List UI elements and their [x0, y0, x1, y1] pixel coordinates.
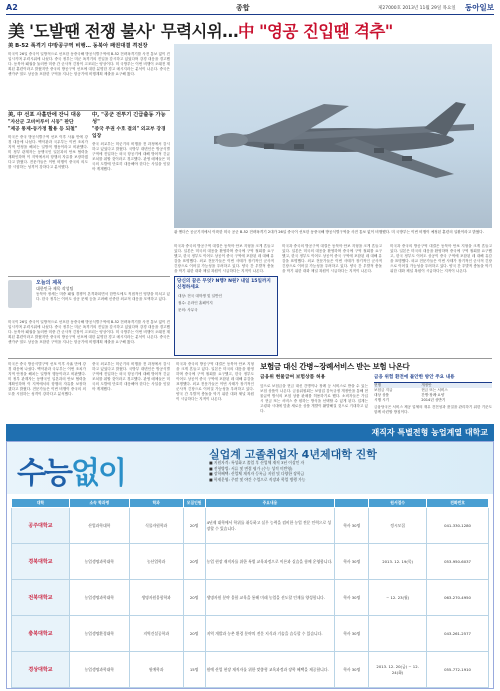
notice-item: 접수: 온라인 홈페이지 [178, 301, 213, 305]
columnist-name: 대한민국 제목 작성팀 [36, 286, 74, 291]
info-table-row: 시행 시기 2014년 상반기 [374, 398, 446, 402]
cell-school: 공주대학교 [12, 508, 70, 544]
ad-title: 실업계 고졸취업자 4년제대학 진학 [209, 448, 377, 461]
lead-byline: 美 B-52 폭격기 中방공구역 비행… 동북아 패권대결 격전장 [8, 43, 148, 49]
table-row [12, 652, 489, 688]
cell-college: 산업과학대학 [69, 508, 129, 544]
lead-body: 미국이 26일 중국이 일방적으로 선포한 동중국해 방공식별구역에 B-52 전략폭격기를 사전 통보 없이 진입시키며 무력시위에 나섰다. 중국 정부는 미군 폭격기의 진입을 감시하고 있었다며 강경 대응을 경고했다. 동북아 패권을 둘러싼 미중 간 군사적 긴장이 고조되는 양상이다. 미 국방부는 이번 비행이 오래전 계획된 훈련이라고 밝혔지만 중국의 방공구역 선포에 대한 분명한 경고 메시지라는 분석이 나온다. 중국은 센카쿠 열도 상공을 포함한 구역을 지나는 항공기에 비행계획 제출을 요구해 왔다. [8, 52, 170, 76]
ad-bullets [209, 460, 489, 482]
table-row [12, 616, 489, 652]
cell-period: 정시모집 [369, 508, 427, 544]
cell-quota: 학사 30명 [335, 616, 369, 652]
cell-dept: 생명자원융합학과 [129, 580, 183, 616]
university-advertisement [6, 441, 494, 689]
sub2-title: 中, "공군 전투기 긴급출동 가능성" [92, 112, 166, 125]
b52-bomber-photo [174, 44, 492, 228]
cell-school: 경상대학교 [12, 652, 70, 688]
cell-count: 15명 [183, 652, 205, 688]
sub2-body: 중국 외교부는 미군기의 비행을 전 과정에서 감시하고 있었다고 밝혔다. 국방부 대변인은 방공식별구역에 진입하는 외국 항공기에 대해 방어적 긴급조치를 취할 것이라고 경고했다. 관영 매체들은 미국의 도발에 단호히 대응해야 한다는 사설을 잇달아 게재했다. [92, 142, 170, 171]
table-row [12, 508, 489, 544]
cell-desc: 농업 현장 재직자를 위한 특별 교육과정으로 이론과 실습을 함께 운영합니다. [205, 544, 335, 580]
bottom-right-title: 금융 위험 환전에 불안한 방안 주요 내용 [374, 375, 455, 380]
columnist-avatar [8, 280, 32, 308]
cell-college: 농업생명과학대학 [69, 652, 129, 688]
sub1-title: 美, 中 선포 사흘만에 잔니 대응 [8, 112, 81, 118]
cell-desc: 원예 산업 현장 재직자를 위한 맞춤형 교육과정과 장학 혜택을 제공합니다. [205, 652, 335, 688]
cell-school: 충북대학교 [12, 616, 70, 652]
divider [8, 358, 492, 359]
notice-item: 문의: 사무국 [178, 308, 198, 312]
cell-count: 20명 [183, 616, 205, 652]
col-header: 학과 [129, 499, 183, 508]
bottom-right-body: 금융당국은 서비스 제공 업체의 재무 건전성과 품질을 관리하기 위한 기준도 함께 마련할 방침이다. [374, 405, 492, 414]
col-header: 모집인원 [183, 499, 205, 508]
cell-desc: 4년제 대학에서 학위를 취득하고 실무 능력을 겸비한 농업 전문 인력으로 성장할 수 있습니다. [205, 508, 335, 544]
cell-college: 농업생명과학대학 [69, 580, 129, 616]
sub1-deck2: "제공 통제-동가정 활용 등 되철" [8, 127, 78, 132]
cell-dept: 원예학과 [129, 652, 183, 688]
headline-part1: 美 '도발땐 전쟁 불사' 무력시위… [8, 22, 239, 41]
headline-part2: 中 "영공 진입땐 격추" [238, 22, 393, 41]
table-header-row [12, 499, 489, 508]
columnist-label: 오늘의 제목 [36, 280, 62, 286]
columnist-box [8, 276, 170, 318]
admissions-table [11, 498, 489, 688]
col-header: 주요내용 [205, 499, 335, 508]
cell-period: 2013. 12. 19(목) [369, 544, 427, 580]
cell-quota: 학사 30명 [335, 652, 369, 688]
page-number: A2 [6, 3, 18, 12]
bottom-left-title: 보험금 대신 간병~장례서비스 받는 보험 나온다 [260, 362, 410, 371]
cell-quota: 학사 30명 [335, 508, 369, 544]
ad-top-banner [6, 424, 494, 441]
notice-box [174, 276, 278, 356]
notice-title: 당신의 꿈은 무엇? N행? N원? 내일 15일까지 신청하세요 [177, 279, 271, 290]
info-table [374, 382, 492, 403]
cell-period [369, 616, 427, 652]
ad-bullet: ■ 지원자격: 특성화고 졸업 후 산업체 재직 3년 이상인 자 [209, 460, 305, 465]
col-header: 소속 학과명 [69, 499, 129, 508]
cell-desc: 지역 개발과 농촌 환경 분야의 전문 지식과 기술을 습득할 수 있습니다. [205, 616, 335, 652]
notice-item: 대상: 전국 대학생 및 일반인 [178, 294, 222, 298]
cell-count: 20명 [183, 508, 205, 544]
middle-body-continued: 미국과 중국의 방공구역 대결은 동북아 안보 지형을 크게 흔들고 있다. 일본은 미국의 대응을 환영하며 중국에 구역 철회를 요구했고, 한국 정부도 이어도 상공이 중국 구역에 포함된 데 대해 유감을 표명했다. 외교 전문가들은 이번 사태가 장기적인 군사적 긴장으로 이어질 가능성을 우려하고 있다. 양국 간 우발적 충돌을 막기 위한 대화 채널 복원이 시급하다는 지적이 나온다. [176, 362, 254, 401]
divider [8, 110, 170, 111]
info-table-row: 현행 개정안 [374, 383, 492, 388]
section-name: 종합 [236, 4, 250, 12]
cell-count: 20명 [183, 580, 205, 616]
col-header: 대학 [12, 499, 70, 508]
newspaper-logo: 동아일보 [465, 3, 494, 12]
col-header: 전화번호 [427, 499, 489, 508]
sub1-body-continued: 미국은 중국 방공식별구역 선포 이후 사흘 만에 강경 대응에 나섰다. 백악관과 국무부는 이번 조치가 지역 안정을 해치는 일방적 행동이라고 비판했다. 미 정부 관계자는 동맹국인 일본과의 안보 협력을 재확인하며 이 지역에서의 항행의 자유를 보장하겠다고 밝혔다. 전문가들은 이번 비행이 중국의 의도를 시험하는 성격이 강하다고 분석했다. [8, 362, 86, 396]
sub2-body-continued: 중국 외교부는 미군기의 비행을 전 과정에서 감시하고 있었다고 밝혔다. 국방부 대변인은 방공식별구역에 진입하는 외국 항공기에 대해 방어적 긴급조치를 취할 것이라고 경고했다. 관영 매체들은 미국의 도발에 단호히 대응해야 한다는 사설을 잇달아 게재했다. [92, 362, 170, 391]
cell-dept: 식물자원학과 [129, 508, 183, 544]
sub2-deck: "중국 주권 수호 결의" 외교부 강경 입장 [92, 127, 166, 139]
page-header [6, 2, 494, 15]
cell-period: 2013. 12. 20(금) ~ 12. 24(화) [369, 652, 427, 688]
cell-desc: 생명자원 분야 융합 교육을 통해 미래 농업을 선도할 인재를 양성합니다. [205, 580, 335, 616]
bottom-left-body: 앞으로 보험금을 현금 대신 간병이나 장례 등 서비스로 받을 수 있는 보험 상품이 나온다. 금융위원회는 보험업 감독규정 개정안을 통해 현물급여 방식의 보험 상품 판매를 허용하기로 했다. 소비자들은 가입 시 현금 또는 서비스 중 원하는 방식을 선택할 수 있게 된다. 업계는 고령화 시대에 맞춘 새로운 상품 개발이 활발해질 것으로 기대하고 있다. [260, 384, 368, 413]
cell-period: ~ 12. 23(월) [369, 580, 427, 616]
cell-phone: 041-330-1280 [427, 508, 489, 544]
cell-phone: 055-772-1910 [427, 652, 489, 688]
photo-caption: 괌 앤더슨 공군기지에서 이륙한 미국 공군 B-52 전략폭격기 2대가 26일 중국이 선포한 동중국해 방공식별구역을 사전 통보 없이 비행했다. 미 국방부는 이번 비행이 예정된 훈련의 일환이라고 밝혔다. [174, 230, 484, 234]
columnist-body: 동북아 정세는 미중 패권 경쟁이 본격화되면서 한반도에도 직접적인 영향을 미치고 있다. 한국 정부는 이어도 상공 문제 등을 고려해 신중한 외교적 대응을 모색하고 있다. [36, 292, 170, 301]
bottom-left-sub: 금융위 현물급여 보험상품 허용 [260, 375, 326, 380]
bomber-illustration [174, 44, 492, 228]
middle-article-col3: 미국과 중국의 방공구역 대결은 동북아 안보 지형을 크게 흔들고 있다. 일본은 미국의 대응을 환영하며 중국에 구역 철회를 요구했고, 한국 정부도 이어도 상공이 중국 구역에 포함된 데 대해 유감을 표명했다. 외교 전문가들은 이번 사태가 장기적인 군사적 긴장으로 이어질 가능성을 우려하고 있다. 양국 간 우발적 충돌을 막기 위한 대화 채널 복원이 시급하다는 지적이 나온다. [390, 244, 492, 273]
ad-bullet: ■ 학제운영: 주말 및 야간 수업으로 직장과 학업 병행 가능 [209, 476, 306, 482]
cell-phone: 053-950-6037 [427, 544, 489, 580]
sub-article-2 [92, 112, 170, 300]
cell-count: 20명 [183, 544, 205, 580]
cell-school: 전북대학교 [12, 580, 70, 616]
cell-college: 농업생명과학대학 [69, 544, 129, 580]
info-table-row: 대상 상품 간병·장례·요양 [374, 393, 445, 397]
ad-bullet: ■ 전형방법: 서류 및 면접 평가 (수능 성적 미반영) [209, 465, 293, 471]
cell-dept: 지역건설공학과 [129, 616, 183, 652]
cell-quota: 학사 30명 [335, 544, 369, 580]
col-header [335, 499, 369, 508]
cell-quota: 학사 30명 [335, 580, 369, 616]
lead-body-continued: 미국이 26일 중국이 일방적으로 선포한 동중국해 방공식별구역에 B-52 전략폭격기를 사전 통보 없이 진입시키며 무력시위에 나섰다. 중국 정부는 미군 폭격기의 진입을 감시하고 있었다며 강경 대응을 경고했다. 동북아 패권을 둘러싼 미중 간 군사적 긴장이 고조되는 양상이다. 미 국방부는 이번 비행이 오래전 계획된 훈련이라고 밝혔지만 중국의 방공구역 선포에 대한 분명한 경고 메시지라는 분석이 나온다. 중국은 센카쿠 열도 상공을 포함한 구역을 지나는 항공기에 비행계획 제출을 요구해 왔다. [8, 320, 170, 344]
cell-dept: 농산업학과 [129, 544, 183, 580]
ad-topline: 재직자 특별전형 농업계열 대학교 [371, 428, 488, 437]
ad-bullet: ■ 장학혜택: 산업체 재직자 등록금 지원 및 다양한 장학금 [209, 471, 305, 477]
sub1-deck1: "자산군 고비어루이 시동" 판단 [8, 120, 74, 125]
info-table-row: 보험금 지급 현금 또는 서비스 [374, 388, 448, 392]
sub-article-1 [8, 112, 88, 285]
cell-college: 농업생명환경대학 [69, 616, 129, 652]
table-row [12, 544, 489, 580]
ad-logo: 수능없이 [17, 456, 125, 491]
main-headline [8, 18, 393, 42]
cell-phone: 063-270-4950 [427, 580, 489, 616]
issue-date: 제27000호 2013년 11월 29일 목요일 [378, 6, 456, 11]
middle-article-col1: 미국과 중국의 방공구역 대결은 동북아 안보 지형을 크게 흔들고 있다. 일본은 미국의 대응을 환영하며 중국에 구역 철회를 요구했고, 한국 정부도 이어도 상공이 중국 구역에 포함된 데 대해 유감을 표명했다. 외교 전문가들은 이번 사태가 장기적인 군사적 긴장으로 이어질 가능성을 우려하고 있다. 양국 간 우발적 충돌을 막기 위한 대화 채널 복원이 시급하다는 지적이 나온다. [174, 244, 274, 273]
cell-school: 경북대학교 [12, 544, 70, 580]
col-header: 원서접수 [369, 499, 427, 508]
sub1-body: 미국은 중국 방공식별구역 선포 이후 사흘 만에 강경 대응에 나섰다. 백악관과 국무부는 이번 조치가 지역 안정을 해치는 일방적 행동이라고 비판했다. 미 정부 관계자는 동맹국인 일본과의 안보 협력을 재확인하며 이 지역에서의 항행의 자유를 보장하겠다고 밝혔다. 전문가들은 이번 비행이 중국의 의도를 시험하는 성격이 강하다고 분석했다. [8, 135, 88, 169]
ad-header [7, 442, 493, 494]
table-row [12, 580, 489, 616]
middle-article-col2: 미국과 중국의 방공구역 대결은 동북아 안보 지형을 크게 흔들고 있다. 일본은 미국의 대응을 환영하며 중국에 구역 철회를 요구했고, 한국 정부도 이어도 상공이 중국 구역에 포함된 데 대해 유감을 표명했다. 외교 전문가들은 이번 사태가 장기적인 군사적 긴장으로 이어질 가능성을 우려하고 있다. 양국 간 우발적 충돌을 막기 위한 대화 채널 복원이 시급하다는 지적이 나온다. [282, 244, 382, 273]
cell-phone: 043-261-2577 [427, 616, 489, 652]
